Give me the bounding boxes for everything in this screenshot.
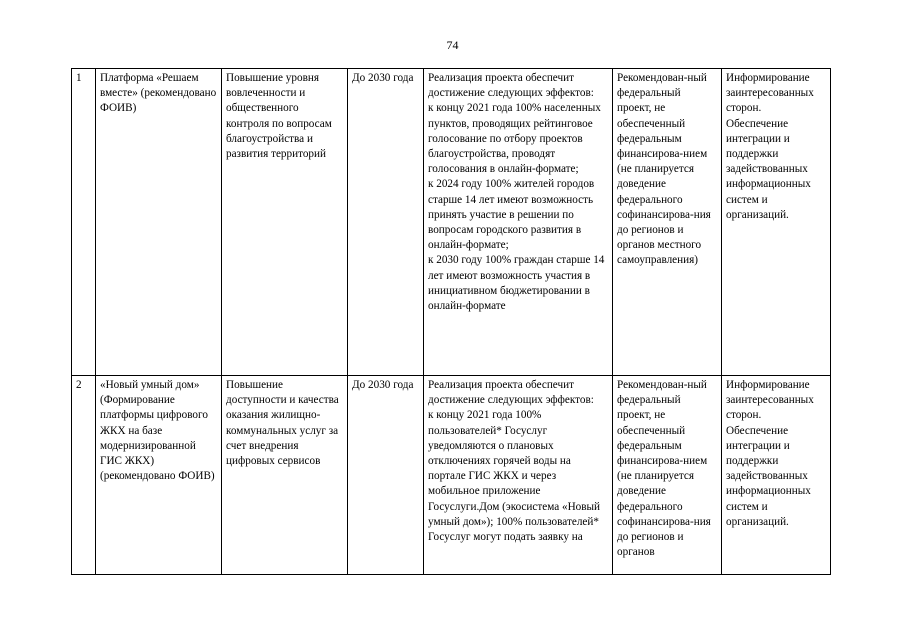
page-number: 74 <box>446 38 459 52</box>
effect-line: к концу 2021 года 100% пользователей* Госуслуг уведомляются о плановых отключениях горячей воды на портале ГИС ЖКХ и через мобильное приложение Госуслуги.Дом (экосистема «Новый умный дом»); 100% пользователей* Госуслуг могут подать заявку на <box>428 409 601 544</box>
project-effects <box>424 376 613 575</box>
project-notes: Информирование заинтересованных сторон. Обеспечение интеграции и поддержки задействованных информационных систем и организаций. <box>722 376 831 575</box>
project-funding: Рекомендован-ный федеральный проект, не обеспеченный федеральным финансирова-нием (не планируется доведение федерального софинансирова-ния до регионов и органов <box>613 376 722 575</box>
table-row <box>72 69 831 376</box>
project-notes: Информирование заинтересованных сторон. Обеспечение интеграции и поддержки задействованных информационных систем и организаций. <box>722 69 831 376</box>
project-goal: Повышение уровня вовлеченности и общественного контроля по вопросам благоустройства и развития территорий <box>222 69 348 376</box>
measures-table <box>71 68 831 575</box>
project-name: Платформа «Решаем вместе» (рекомендовано ФОИВ) <box>96 69 222 376</box>
row-number: 1 <box>72 69 96 376</box>
effect-line: к концу 2021 года 100% населенных пунктов, проводящих рейтинговое голосование по отбору проектов благоустройства, проводят голосования в онлайн-формате; <box>428 102 601 176</box>
project-goal: Повышение доступности и качества оказания жилищно-коммунальных услуг за счет внедрения цифровых сервисов <box>222 376 348 575</box>
effect-line: Реализация проекта обеспечит достижение следующих эффектов: <box>428 379 594 407</box>
row-number: 2 <box>72 376 96 575</box>
table-row <box>72 376 831 575</box>
project-deadline: До 2030 года <box>348 69 424 376</box>
project-funding: Рекомендован-ный федеральный проект, не обеспеченный федеральным финансирова-нием (не планируется доведение федерального софинансирова-ния до регионов и органов местного самоуправления) <box>613 69 722 376</box>
effect-line: к 2030 году 100% граждан старше 14 лет имеют возможность участия в инициативном бюджетировании в онлайн-формате <box>428 254 605 313</box>
project-effects <box>424 69 613 376</box>
effect-line: к 2024 году 100% жителей городов старше 14 лет имеют возможность принять участие в решении по вопросам городского развития в онлайн-формате; <box>428 178 595 252</box>
project-name: «Новый умный дом» (Формирование платформы цифрового ЖКХ на базе модернизированной ГИС ЖКХ) (рекомендовано ФОИВ) <box>96 376 222 575</box>
project-deadline: До 2030 года <box>348 376 424 575</box>
effect-line: Реализация проекта обеспечит достижение следующих эффектов: <box>428 72 594 100</box>
